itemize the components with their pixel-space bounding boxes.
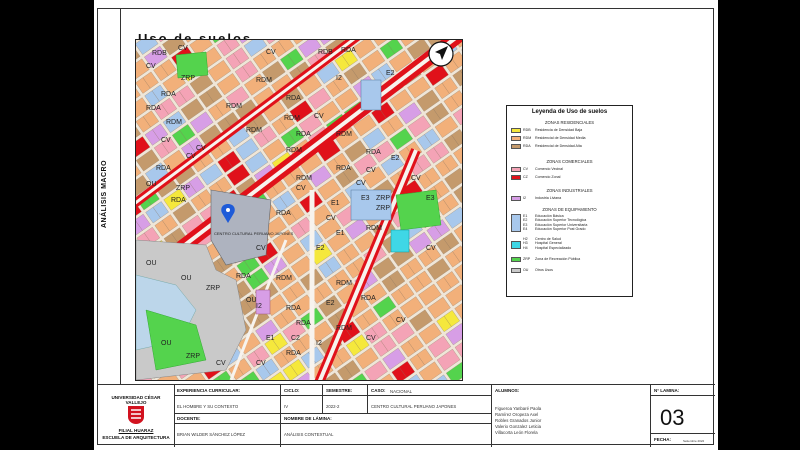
legend-code: CV	[523, 167, 528, 171]
zone-label: OU	[146, 181, 157, 188]
alumno-4: Valerio Gonzalez Leticia	[495, 424, 542, 429]
zone-label: ZRP	[376, 205, 390, 212]
fecha-header: FECHA:	[654, 437, 671, 442]
zone-label: RDM	[366, 225, 382, 232]
zone-label: RDA	[171, 197, 186, 204]
zone-label: E1	[266, 335, 275, 342]
legend	[506, 105, 633, 297]
side-label: ANÁLISIS MACRO	[101, 159, 108, 229]
legend-section-industrial: ZONAS INDUSTRIALES	[546, 188, 593, 193]
map-canvas	[136, 40, 462, 380]
legend-title: Leyenda de Uso de suelos	[531, 109, 608, 115]
zone-label: RDM	[256, 77, 272, 84]
legend-code: CZ	[523, 175, 528, 179]
zone-label: CV	[196, 145, 206, 152]
fecha-value: Setiembre 2022	[683, 439, 705, 443]
zone-label: I2	[316, 340, 322, 347]
zone-label: ZRP	[206, 285, 220, 292]
zone-label: E3	[361, 195, 370, 202]
zone-label: CV	[326, 215, 336, 222]
zone-label: OU	[161, 340, 172, 347]
nombre-header: NOMBRE DE LÁMINA:	[284, 416, 332, 421]
industrial-block	[256, 290, 270, 314]
legend-swatch	[511, 241, 521, 249]
zone-label: RDA	[286, 350, 301, 357]
zone-label: CV	[256, 245, 266, 252]
table-cell	[368, 385, 492, 447]
legend-section-equipamiento: ZONAS DE EQUIPAMIENTO	[542, 207, 597, 212]
legend-swatch	[511, 144, 521, 149]
zone-label: OU	[181, 275, 192, 282]
zone-label: RDM	[296, 175, 312, 182]
zone-label: I2	[336, 75, 342, 82]
zone-label: E2	[391, 155, 400, 162]
zone-label: CV	[161, 137, 171, 144]
zone-label: RDA	[286, 95, 301, 102]
zone-label: CV	[256, 360, 266, 367]
zone-label: RDM	[286, 147, 302, 154]
legend-text: Comercio Vecinal	[535, 167, 563, 171]
zone-label: CV	[396, 317, 406, 324]
zone-label: RDA	[286, 305, 301, 312]
legend-section-comercial: ZONAS COMERCIALES	[546, 159, 593, 164]
legend-text: Residencial de Densidad Media	[535, 136, 586, 140]
zone-label: CV	[356, 180, 366, 187]
side-strip	[98, 9, 121, 384]
zone-label: OU	[246, 297, 257, 304]
legend-text: Residencial de Densidad Alta	[535, 144, 582, 148]
alumnos-header: ALUMNOS:	[495, 388, 520, 393]
zone-label: RDM	[336, 131, 352, 138]
table-line	[651, 395, 715, 396]
zone-label: CV	[296, 185, 306, 192]
zone-label: E2	[316, 245, 325, 252]
zone-label: RDM	[284, 115, 300, 122]
alumno-3: Robles Granados Junior	[495, 418, 542, 423]
zone-label: CV	[146, 63, 156, 70]
docente-header: DOCENTE:	[177, 416, 201, 421]
title-block	[98, 384, 715, 447]
zone-label: RDM	[226, 103, 242, 110]
zone-label: RDM	[246, 127, 262, 134]
zone-label: CV	[216, 360, 226, 367]
caso-value-2: CENTRO CULTURAL PERUANO JAPONES	[371, 404, 457, 409]
legend-swatch	[511, 268, 521, 273]
semestre-header: SEMESTRE:	[326, 388, 353, 393]
land-use-map	[135, 39, 463, 381]
zone-label: E3	[426, 195, 435, 202]
legend-text: Zona de Recreación Pública	[535, 257, 581, 261]
legend-swatch	[511, 175, 521, 180]
zone-label: RDA	[146, 105, 161, 112]
zone-label: E1	[331, 200, 340, 207]
alumno-1: Figueroa Yanbaré Paola	[495, 406, 542, 411]
nombre-value: ANÁLISIS CONTEXTUAL	[284, 432, 334, 437]
zone-label: C2	[291, 335, 300, 342]
zone-label: CV	[411, 175, 421, 182]
legend-code: E1 E2 E3 E4	[523, 214, 528, 232]
legend-code: H2 H3 H4	[523, 237, 528, 250]
zone-label: RDA	[161, 91, 176, 98]
school-label: ESCUELA DE ARQUITECTURA	[102, 435, 170, 440]
alumno-5: Villacorta León Florela	[495, 430, 538, 435]
zone-label: RDA	[156, 165, 171, 172]
zone-label: RDM	[336, 280, 352, 287]
sheet-frame	[97, 8, 714, 445]
table-line	[651, 433, 715, 434]
exp-header: EXPERIENCIA CURRICULAR:	[177, 388, 241, 393]
zone-label: RDA	[296, 320, 311, 327]
zone-label: CV	[314, 113, 324, 120]
caso-value-1: NACIONAL	[390, 389, 412, 394]
zone-label: ZRP	[376, 195, 390, 202]
zone-label: RDA	[366, 149, 381, 156]
legend-swatch	[511, 257, 521, 262]
zone-label: RDA	[361, 295, 376, 302]
zone-label: E1	[336, 230, 345, 237]
semestre-value: 2022-2	[326, 404, 340, 409]
cultural-center-building	[211, 190, 271, 265]
zone-label: CV	[266, 49, 276, 56]
education-block	[361, 80, 381, 110]
zone-label: RDA	[276, 210, 291, 217]
zone-label: RDA	[341, 47, 356, 54]
caso-header: CASO:	[371, 388, 386, 393]
legend-text: Centro de Salud Hospital General Hospital Especializado	[535, 237, 572, 250]
lamina-number: 03	[660, 405, 685, 430]
ciclo-header: CICLO:	[284, 388, 300, 393]
legend-code: RDA	[523, 144, 531, 148]
legend-section-residencial: ZONAS RESIDENCIALES	[544, 120, 595, 125]
alumno-2: Ramírez Oropeza Axel	[495, 412, 539, 417]
legend-code: I2	[523, 196, 526, 200]
legend-swatch	[511, 128, 521, 133]
filial-label: FILIAL HUARAZ	[118, 428, 154, 433]
docente-value: BRIAN WILDER SÁNCHEZ LÓPEZ	[177, 432, 246, 437]
legend-swatch	[511, 196, 521, 201]
zone-label: E2	[326, 300, 335, 307]
legend-swatch	[511, 214, 521, 232]
health-block	[391, 230, 409, 252]
zone-label: E2	[386, 70, 395, 77]
zone-label: RDB	[152, 50, 167, 57]
zone-label: CV	[178, 45, 188, 52]
legend-code: RDM	[523, 136, 532, 140]
zone-label: ZRP	[181, 75, 195, 82]
drawing-sheet	[94, 0, 718, 450]
zone-label: CV	[186, 153, 196, 160]
university-shield-icon	[126, 405, 146, 425]
ciclo-value: IV	[284, 404, 289, 409]
lamina-header: N° LAMINA:	[654, 388, 680, 393]
zone-label: RDM	[166, 119, 182, 126]
exp-value: EL HOMBRE Y SU CONTEXTO	[177, 404, 239, 409]
zone-label: RDB	[318, 49, 333, 56]
zone-label: RDM	[276, 275, 292, 282]
legend-swatch	[511, 136, 521, 141]
zone-label: RDA	[296, 131, 311, 138]
legend-code: ZRP	[523, 257, 531, 261]
landmark-label: CENTRO CULTURAL PERUANO JAPONES	[214, 231, 294, 236]
legend-code: RDB	[523, 128, 531, 132]
zone-label: RDM	[336, 325, 352, 332]
zone-label: OU	[146, 260, 157, 267]
legend-swatch	[511, 167, 521, 172]
zone-label: CV	[426, 245, 436, 252]
zone-label: RDA	[236, 273, 251, 280]
zone-label: I2	[256, 303, 262, 310]
zone-label: CV	[366, 167, 376, 174]
university-block	[98, 385, 175, 447]
legend-text: Otros Usos	[535, 268, 553, 272]
legend-text: Comercio Zonal	[535, 175, 561, 179]
legend-text: Educación Básica Educación Superior Tecnológica Educación Superior Universitaria Educación Superior Post Grado	[535, 214, 588, 232]
zone-label: CV	[366, 335, 376, 342]
legend-code: OU	[523, 268, 529, 272]
legend-text: Industria Liviana	[535, 196, 562, 200]
zone-label: ZRP	[176, 185, 190, 192]
legend-text: Residencia de Densidad Baja	[535, 128, 583, 132]
zone-label: ZRP	[186, 353, 200, 360]
university-name: UNIVERSIDAD CÉSAR VALLEJO	[111, 395, 161, 405]
zone-label: RDA	[336, 165, 351, 172]
